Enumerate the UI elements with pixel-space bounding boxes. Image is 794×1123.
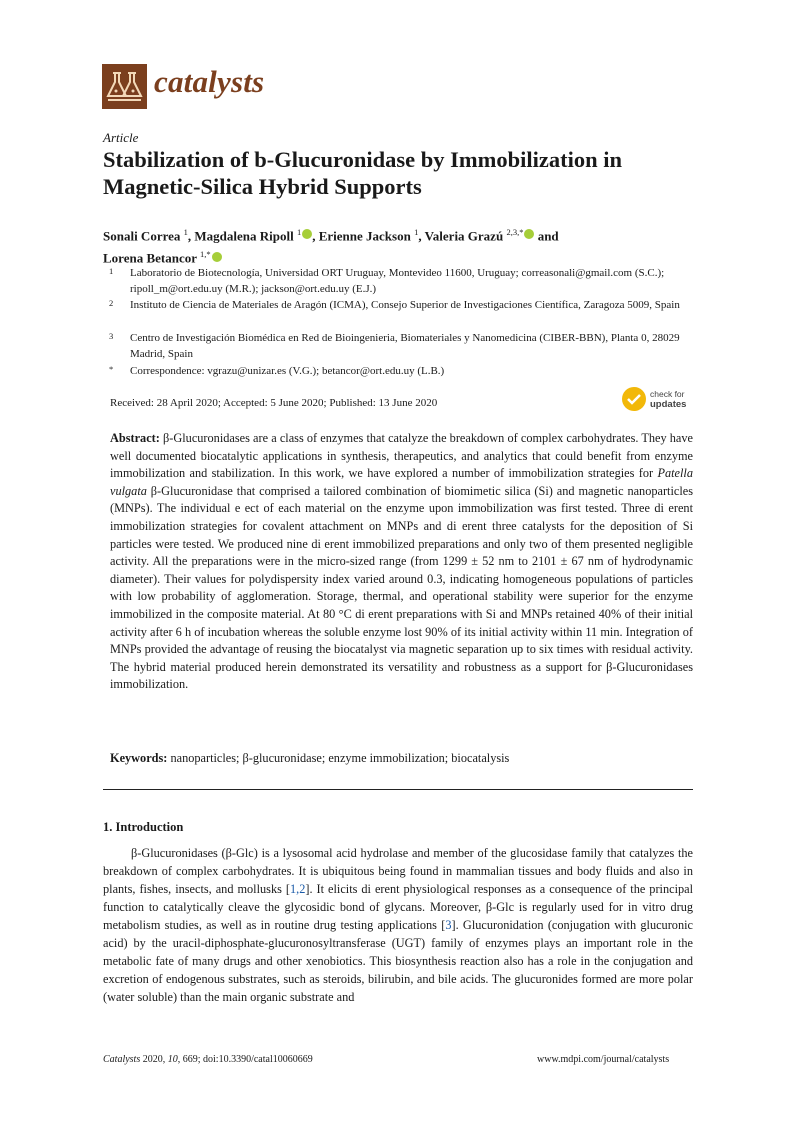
orcid-icon[interactable] xyxy=(524,229,534,239)
affiliation-3: 3 Centro de Investigación Biomédica en Red de Bioingenieria, Biomateriales y Nanomedicina (CIBER-BBN), Planta 0, 28029 Madrid, Spain xyxy=(109,331,680,360)
affiliation-1: 1 Laboratorio de Biotecnología, Universidad ORT Uruguay, Montevideo 11600, Uruguay; correasonali@gmail.com (S.C.); ripoll_m@ort.edu.uy (M.R.); jackson@ort.edu.uy (E.J.) xyxy=(109,266,665,295)
author-name[interactable]: Erienne Jackson xyxy=(318,228,411,244)
check-icon xyxy=(622,387,646,411)
orcid-icon[interactable] xyxy=(212,252,222,262)
section-divider xyxy=(103,789,693,790)
footer-url[interactable]: www.mdpi.com/journal/catalysts xyxy=(537,1054,670,1065)
footer-citation: Catalysts 2020, 10, 669; doi:10.3390/catal10060669 xyxy=(103,1054,313,1065)
author-name[interactable]: Sonali Correa xyxy=(103,228,181,244)
abstract-label: Abstract: xyxy=(110,431,160,445)
author-list: Sonali Correa $^1$, Magdalena Ripoll $^1$ , Erienne Jackson $^1$, Valeria Grazú $^{2,3,*}$ and Lorena Betancor $^{1,*}$ xyxy=(103,227,559,266)
affiliation-2: 2 Instituto de Ciencia de Materiales de Aragón (ICMA), Consejo Superior de Investigaciones Científica, Zaragoza 5009, Spain xyxy=(109,298,680,311)
journal-name[interactable]: catalysts xyxy=(154,64,265,99)
paper-title: Stabilization of b-Glucuronidase by Immobilization in Magnetic-Silica Hybrid Supports xyxy=(103,147,623,199)
orcid-icon[interactable] xyxy=(302,229,312,239)
author-name[interactable]: Valeria Grazú xyxy=(424,228,504,244)
keywords: Keywords: nanoparticles; β-glucuronidase; enzyme immobilization; biocatalysis xyxy=(110,751,510,765)
citation-link[interactable]: 1,2 xyxy=(289,882,306,896)
author-name[interactable]: Magdalena Ripoll xyxy=(194,228,294,244)
keywords-label: Keywords: xyxy=(110,751,168,765)
introduction-paragraph: β-Glucuronidases (β-Glc) is a lysosomal acid hydrolase and member of the glucosidase family that catalyzes the breakdown of complex carbohydrates. It is ubiquitous being found in mammalian tissues and body fluids and also in plants, fishes, insects, and mollusks [1,2]. It elicits di erent physiological responses as a consequence of the principal function to catalytically cleave the glycosidic bond of glycans. Moreover, β-Glc is regularly used for in vitro drug metabolism studies, as well as in routine drug testing applications [3]. Glucuronidation (conjugation with glucuronic acid) by the uracil-diphosphate-glucuronosyltransferase (UGT) family of enzymes plays an important role in the metabolic fate of many drugs and other xenobiotics. This biosynthesis reaction also has a role in the conjugation and excretion of endogenous substrates, such as steroids, bilirubin, and bile acids. The glucuronides formed are more polar (water soluble) than the main organic substrate and xyxy=(103,846,694,1004)
check-updates-badge[interactable]: check for updates xyxy=(622,387,702,413)
citation-link[interactable]: 3 xyxy=(445,918,452,932)
article-type: Article xyxy=(103,130,139,145)
author-name[interactable]: Lorena Betancor xyxy=(103,250,197,266)
abstract: Abstract: β-Glucuronidases are a class of enzymes that catalyze the breakdown of complex carbohydrates. They have well documented biocatalytic applications in synthesis, therapeutics, and analytics that could benefit from enzyme immobilization and stabilization. In this work, we have explored a number of immobilization strategies for Patella vulgata β-Glucuronidase that comprised a tailored combination of biomimetic silica (Si) and magnetic nanoparticles (MNPs). The individual e ect of each material on the enzyme upon immobilization was first tested. Three di erent immobilization strategies for covalent attachment on MNPs and di erent three catalysts for the deposition of Si particles were tested. We produced nine di erent immobilized preparations and only two of them presented negligible activity. All the preparations were in the micro-sized range (from 1299 ± 52 nm to 2101 ± 67 nm of hydrodynamic diameter). Their values for polydispersity index varied around 0.3, indicating homogeneous populations of particles with low probability of agglomeration. Storage, thermal, and operational stability were superior for the enzyme immobilized in the composite material. At 80 °C di erent preparations with Si and MNPs retained 40% of their initial activity after 6 h of incubation whereas the soluble enzyme lost 90% of its initial activity within 11 min. Integration of MNPs provided the advantage of reusing the biocatalyst via magnetic separation up to six times with residual activity. The hybrid material produced herein demonstrated its versatility and robustness as a support for β-Glucuronidases immobilization. xyxy=(110,431,693,692)
section-heading: 1. Introduction xyxy=(103,820,184,834)
journal-logo xyxy=(102,64,147,109)
correspondence: * Correspondence: vgrazu@unizar.es (V.G.); betancor@ort.edu.uy (L.B.) xyxy=(109,364,445,377)
publication-dates: Received: 28 April 2020; Accepted: 5 June 2020; Published: 13 June 2020 xyxy=(110,397,438,409)
flask-icon xyxy=(102,64,147,109)
